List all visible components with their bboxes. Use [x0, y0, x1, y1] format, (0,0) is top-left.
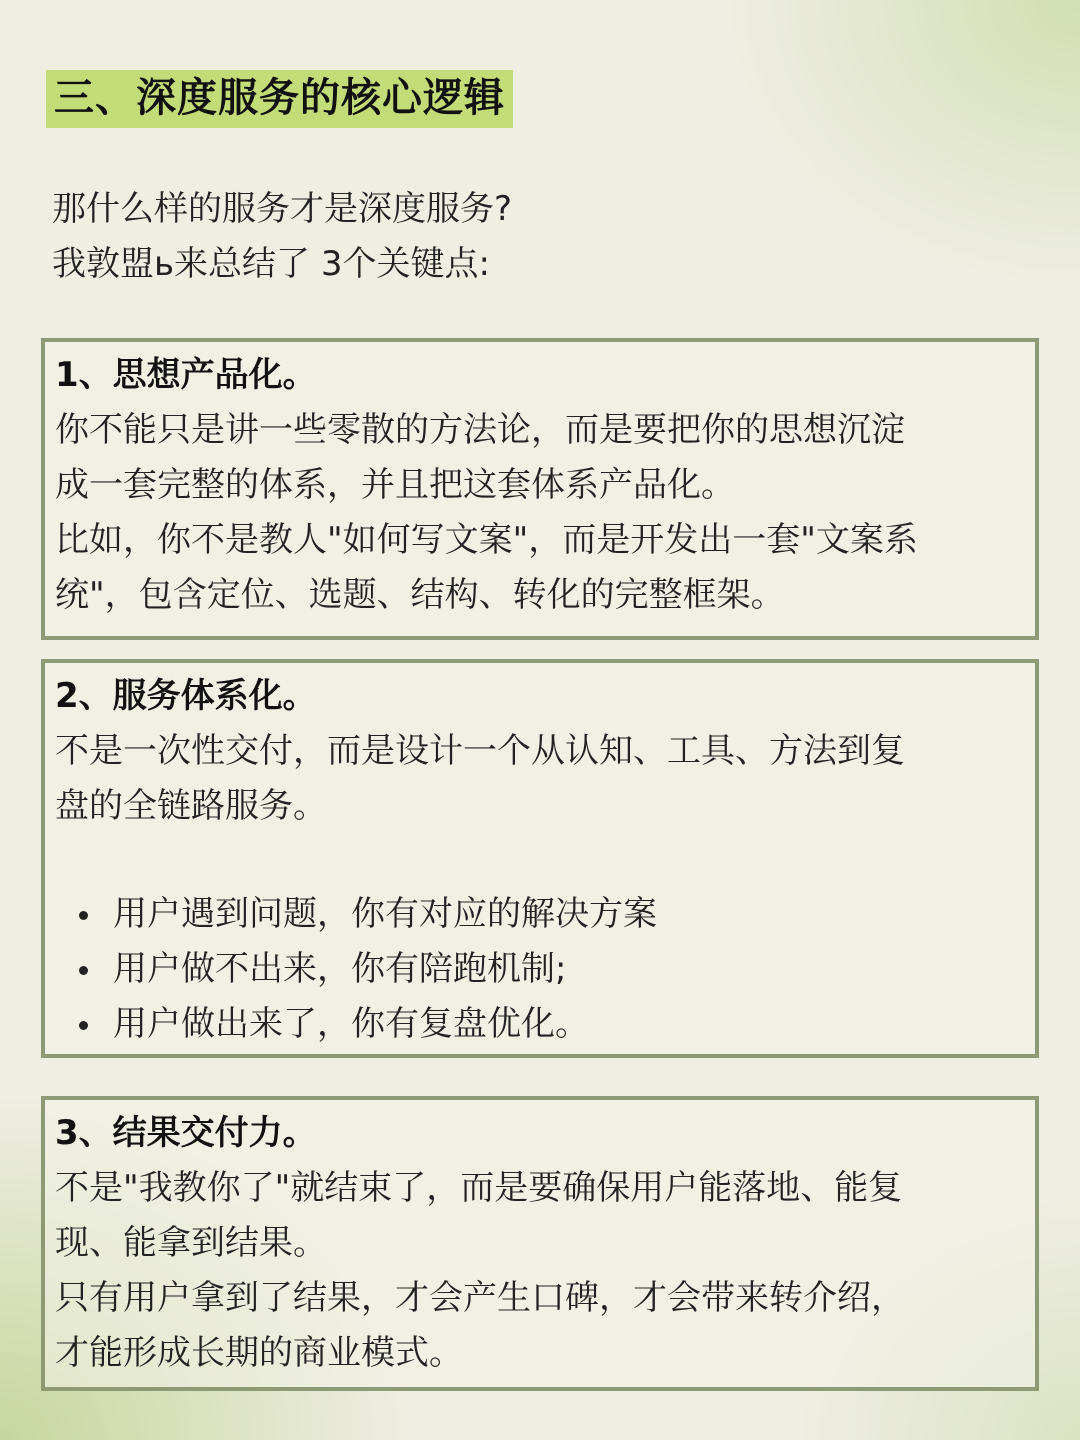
card-line: 比如，你不是教人"如何写文案"，而是开发出一套"文案系 — [55, 520, 918, 560]
intro-text — [52, 182, 1032, 292]
section-title: 三、深度服务的核心逻辑 — [46, 70, 513, 128]
bullet-list — [75, 887, 1025, 1052]
list-item-text: 用户做不出来，你有陪跑机制; — [113, 949, 567, 989]
card-title: 2、服务体系化。 — [55, 676, 317, 716]
list-item-text: 用户做出来了，你有复盘优化。 — [113, 1004, 589, 1044]
list-item-text: 用户遇到问题，你有对应的解决方案 — [113, 894, 657, 934]
list-item — [75, 887, 1025, 942]
bullet-icon — [79, 911, 88, 920]
card-title: 3、结果交付力。 — [55, 1113, 317, 1153]
card-line: 不是"我教你了"就结束了，而是要确保用户能落地、能复 — [55, 1168, 903, 1208]
key-point-card-3 — [41, 1096, 1039, 1391]
card-title: 1、思想产品化。 — [55, 355, 317, 395]
card-line: 你不能只是讲一些零散的方法论，而是要把你的思想沉淀 — [55, 410, 905, 450]
bullet-icon — [79, 1021, 88, 1030]
key-point-card-1 — [41, 338, 1039, 640]
card-line: 成一套完整的体系，并且把这套体系产品化。 — [55, 465, 735, 505]
bullet-icon — [79, 966, 88, 975]
card-line: 盘的全链路服务。 — [55, 786, 327, 826]
intro-line: 我敦盟ь来总结了 3个关键点: — [52, 244, 490, 284]
card-line: 统"，包含定位、选题、结构、转化的完整框架。 — [55, 575, 785, 615]
list-item — [75, 997, 1025, 1052]
spacer — [55, 834, 1025, 887]
card-line: 现、能拿到结果。 — [55, 1223, 327, 1263]
card-line: 只有用户拿到了结果，才会产生口碑，才会带来转介绍， — [55, 1278, 905, 1318]
key-point-card-2 — [41, 659, 1039, 1058]
list-item — [75, 942, 1025, 997]
card-line: 才能形成长期的商业模式。 — [55, 1333, 463, 1373]
intro-line: 那什么样的服务才是深度服务? — [52, 189, 513, 229]
card-line: 不是一次性交付，而是设计一个从认知、工具、方法到复 — [55, 731, 905, 771]
